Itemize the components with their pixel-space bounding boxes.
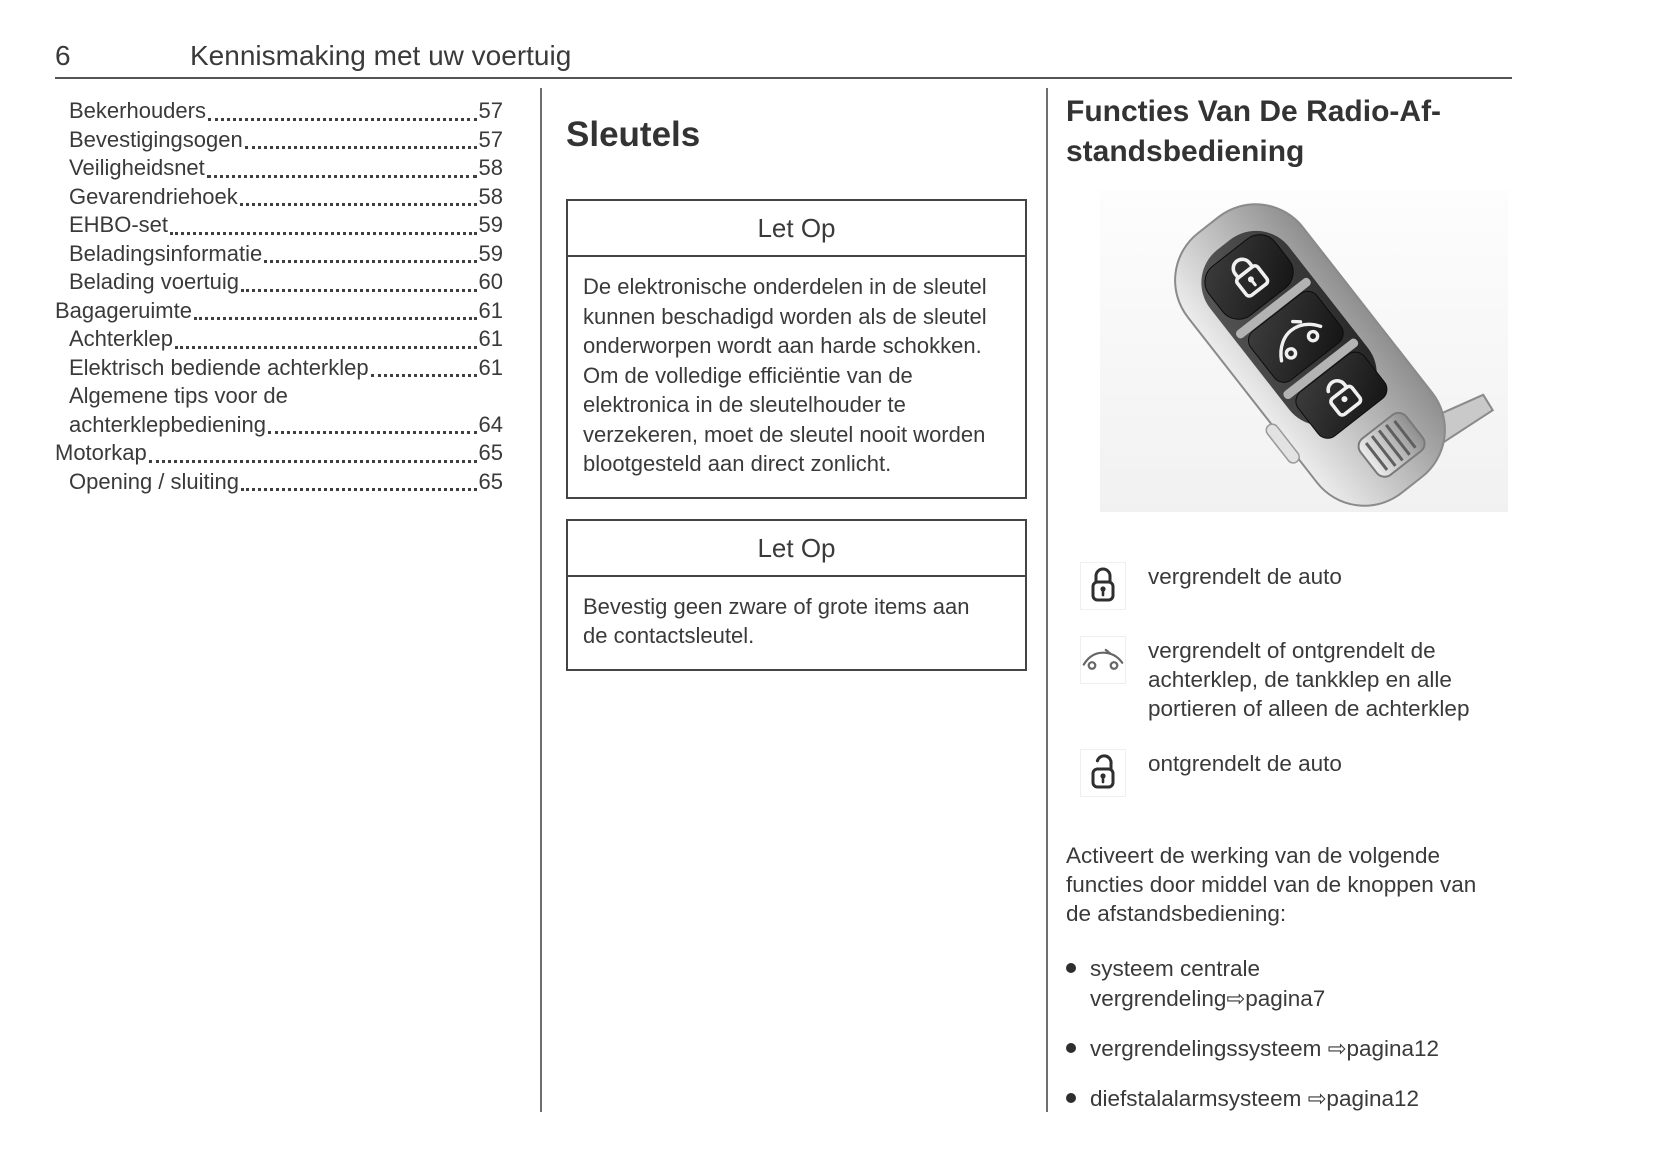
toc-leader-dots [194, 317, 477, 320]
section-remote-functions [1066, 88, 1513, 1114]
section-sleutels [566, 97, 1027, 671]
key-fob-image [1100, 190, 1508, 512]
notice-title: Let Op [568, 521, 1025, 577]
toc-entry-page: 60 [478, 269, 503, 294]
toc-entry-page: 57 [478, 98, 503, 123]
toc-entry [55, 297, 503, 326]
toc-entry-page: 61 [478, 354, 503, 380]
toc-entry-label: Bevestigingsogen [69, 126, 243, 152]
list-item [1066, 1084, 1462, 1114]
section-title-line2: standsbediening [1066, 135, 1305, 168]
list-item-text: vergrendelingssysteem ⇨pagina12 [1090, 1036, 1440, 1061]
lock-open-icon [1080, 749, 1126, 797]
toc-entry [55, 439, 503, 468]
toc-entry [55, 268, 503, 297]
toc-entry-page: 65 [478, 468, 503, 494]
section-title [1066, 92, 1513, 172]
list-item-text: systeem centrale vergrendeling⇨pagina7 [1090, 956, 1326, 1011]
toc-entry [55, 183, 503, 212]
toc-entry-page: 64 [478, 411, 503, 437]
chapter-title: Kennismaking met uw voertuig [190, 40, 572, 71]
toc-entry-page: 61 [478, 297, 503, 323]
column-divider-left [540, 88, 542, 1112]
notice-body: De elektronische onderdelen in de sleutel kunnen beschadigd worden als de sleutel onderworpen wordt aan harde schokken. Om de volledige efficiëntie van de elektronica in de sleutelhouder te verzekeren, moet de sleutel nooit worden blootgesteld aan direct zonlicht. [583, 274, 987, 476]
legend-row [1066, 636, 1513, 723]
toc-entry [55, 240, 503, 269]
toc-leader-dots [241, 289, 477, 292]
section-title: Sleutels [566, 115, 701, 154]
toc-leader-dots [264, 260, 476, 263]
legend-text: ontgrendelt de auto [1148, 751, 1342, 776]
toc-leader-dots [371, 374, 477, 377]
list-item [1066, 954, 1462, 1014]
toc-entry [55, 468, 503, 497]
legend-row [1066, 562, 1513, 610]
legend-text: vergrendelt of ontgrendelt de achterklep, de tankklep en alle portieren of alleen de achterklep [1148, 638, 1470, 721]
toc-leader-dots [240, 203, 477, 206]
toc-entry-label: Achterklep [69, 326, 173, 351]
toc-entry-label: Bagageruimte [55, 297, 192, 323]
toc-leader-dots [170, 232, 476, 235]
toc-entry-label: Gevarendriehoek [69, 183, 238, 209]
button-legend [1066, 562, 1513, 797]
toc-entry-page: 59 [478, 212, 503, 237]
toc-entry-page: 58 [478, 155, 503, 180]
toc-entry-label: Algemene tips voor de [69, 383, 288, 408]
toc-entry [55, 411, 503, 440]
section-title-line1: Functies Van De Radio-Af- [1066, 95, 1442, 128]
toc-entry [55, 154, 503, 183]
toc-leader-dots [149, 460, 477, 463]
remote-intro-text: Activeert de werking van de volgende functies door middel van de knoppen van de afstandsbediening: [1066, 843, 1477, 926]
toc-entry-label: Veiligheidsnet [69, 155, 205, 180]
toc-leader-dots [268, 431, 477, 434]
toc-entry-label: Motorkap [55, 440, 147, 465]
toc-entry-page: 58 [478, 183, 503, 209]
list-item-text: diefstalalarmsysteem ⇨pagina12 [1090, 1086, 1420, 1111]
toc-entry-label: Belading voertuig [69, 269, 240, 294]
legend-text: vergrendelt de auto [1148, 564, 1342, 589]
page-number: 6 [55, 40, 71, 71]
notice-body: Bevestig geen zware of grote items aan de contactsleutel. [583, 593, 970, 648]
toc-entry-label: Opening / sluiting [69, 468, 239, 494]
toc-leader-dots [208, 118, 477, 121]
toc-leader-dots [245, 146, 477, 149]
notice-title: Let Op [568, 201, 1025, 257]
toc-leader-dots [207, 175, 477, 178]
remote-function-list [1066, 954, 1513, 1114]
toc-entry-page: 59 [478, 240, 503, 266]
toc-entry [55, 97, 503, 126]
toc-entry [55, 126, 503, 155]
toc-entry-page: 61 [478, 326, 503, 351]
column-divider-right [1046, 88, 1048, 1112]
toc-entry-label: achterklepbediening [69, 411, 266, 437]
toc-entry [55, 325, 503, 354]
toc-entry [55, 211, 503, 240]
header-rule [55, 77, 1512, 79]
notice-box [566, 199, 1027, 499]
toc-entry [55, 354, 503, 383]
toc-entry-label: Bekerhouders [69, 98, 206, 123]
toc-entry-label: EHBO-set [69, 212, 169, 237]
toc-entry-label: Beladingsinformatie [69, 240, 263, 266]
toc-entry-page: 57 [478, 126, 503, 152]
toc-entry [55, 382, 503, 411]
list-item [1066, 1034, 1462, 1064]
table-of-contents [55, 97, 503, 496]
legend-row [1066, 749, 1513, 797]
toc-leader-dots [175, 346, 477, 349]
lock-closed-icon [1080, 562, 1126, 610]
car-icon [1080, 636, 1126, 684]
toc-entry-label: Elektrisch bediende achterklep [69, 354, 369, 380]
toc-entry-page: 65 [478, 440, 503, 465]
notice-box [566, 519, 1027, 671]
toc-leader-dots [241, 488, 477, 491]
